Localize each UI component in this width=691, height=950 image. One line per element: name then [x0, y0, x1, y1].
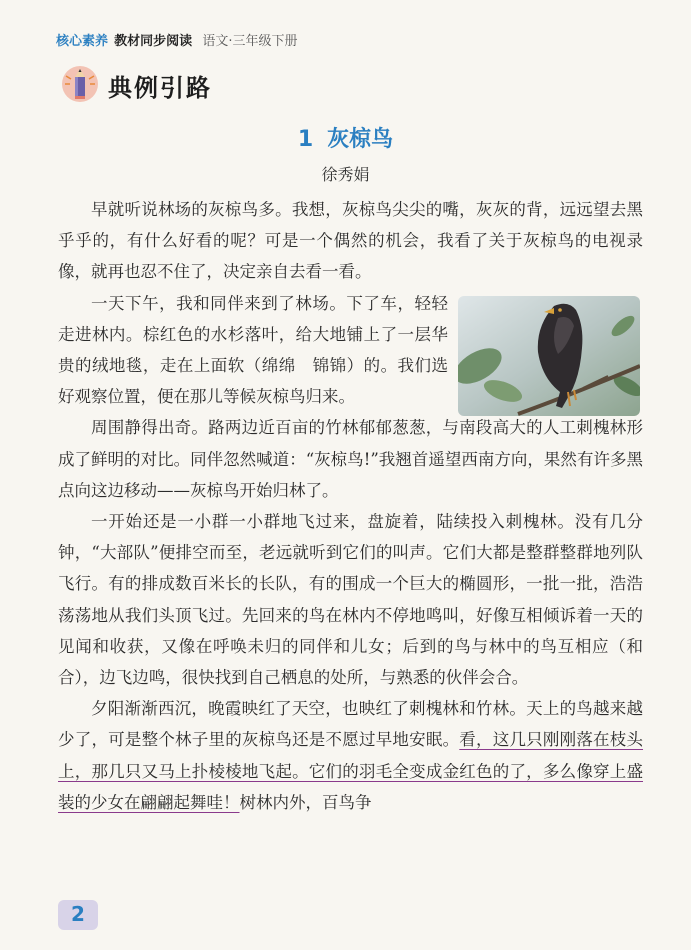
article-title: [0, 122, 691, 153]
paragraph-2: 一天下午，我和同伴来到了林场。下了车，轻轻走进林内。棕红色的水杉落叶，给大地铺上了一层华贵的绒地毯，走在上面软（绵绵 锦锦）的。我们选好观察位置，便在那儿等候灰椋鸟归来。: [58, 293, 448, 407]
author-name: 徐秀娟: [321, 165, 370, 184]
series-label: 教材同步阅读: [114, 34, 193, 49]
book-header: [56, 30, 297, 52]
underlined-sentence: 看，这几只刚刚落在枝头上，那几只又马上扑棱棱地飞起。它们的羽毛全变成金红色的了，多么像穿上盛装的少女在翩翩起舞哇！: [58, 730, 644, 812]
paragraph-5: [58, 693, 643, 818]
grade-label: 语文·三年级下册: [202, 34, 298, 49]
paragraph-4: 一开始还是一小群一小群地飞过来，盘旋着，陆续投入刺槐林。没有几分钟，“大部队”便排空而至，老远就听到它们的叫声。它们大都是整群整群地列队飞行。有的排成数百米长的长队，有的围成一个巨大的椭圆形，一批一批，浩浩荡荡地从我们头顶飞过。先回来的鸟在林内不停地鸣叫，好像互相倾诉着一天的见闻和收获，又像在呼唤未归的同伴和儿女；后到的鸟与林中的鸟互相应（和 合），边飞边鸣，很快找到自己栖息的处所，与熟悉的伙伴会合。: [58, 512, 660, 688]
paragraph-1: 早就听说林场的灰椋鸟多。我想，灰椋鸟尖尖的嘴，灰灰的背，远远望去黑乎乎的，有什么好看的呢？可是一个偶然的机会，我看了关于灰椋鸟的电视录像，就再也忍不住了，决定亲自去看一看。: [58, 200, 643, 282]
pencil-icon: [62, 66, 98, 102]
paragraph-5-tail: 树林内外，百鸟争: [239, 792, 372, 812]
section-title: 典例引路: [108, 74, 212, 102]
brand-label: 核心素养: [56, 34, 109, 49]
article-body: [58, 194, 660, 818]
page-number: 2: [71, 902, 85, 926]
paragraph-5-plain: 夕阳渐渐西沉，晚霞映红了天空，也映红了刺槐林和竹林。天上的鸟越来越少了，可是整个林子里的灰椋鸟还是不愿过早地安眠。: [58, 699, 643, 750]
article-title-text: 灰椋鸟: [327, 127, 394, 152]
paragraph-3: 周围静得出奇。路两边近百亩的竹林郁郁葱葱，与南段高大的人工刺槐林形成了鲜明的对比。同伴忽然喊道：“灰椋鸟!”我翘首遥望西南方向，果然有许多黑点向这边移动——灰椋鸟开始归林了。: [58, 418, 643, 500]
gray-starling-photo: [458, 296, 640, 416]
article-number: 1: [297, 127, 314, 152]
